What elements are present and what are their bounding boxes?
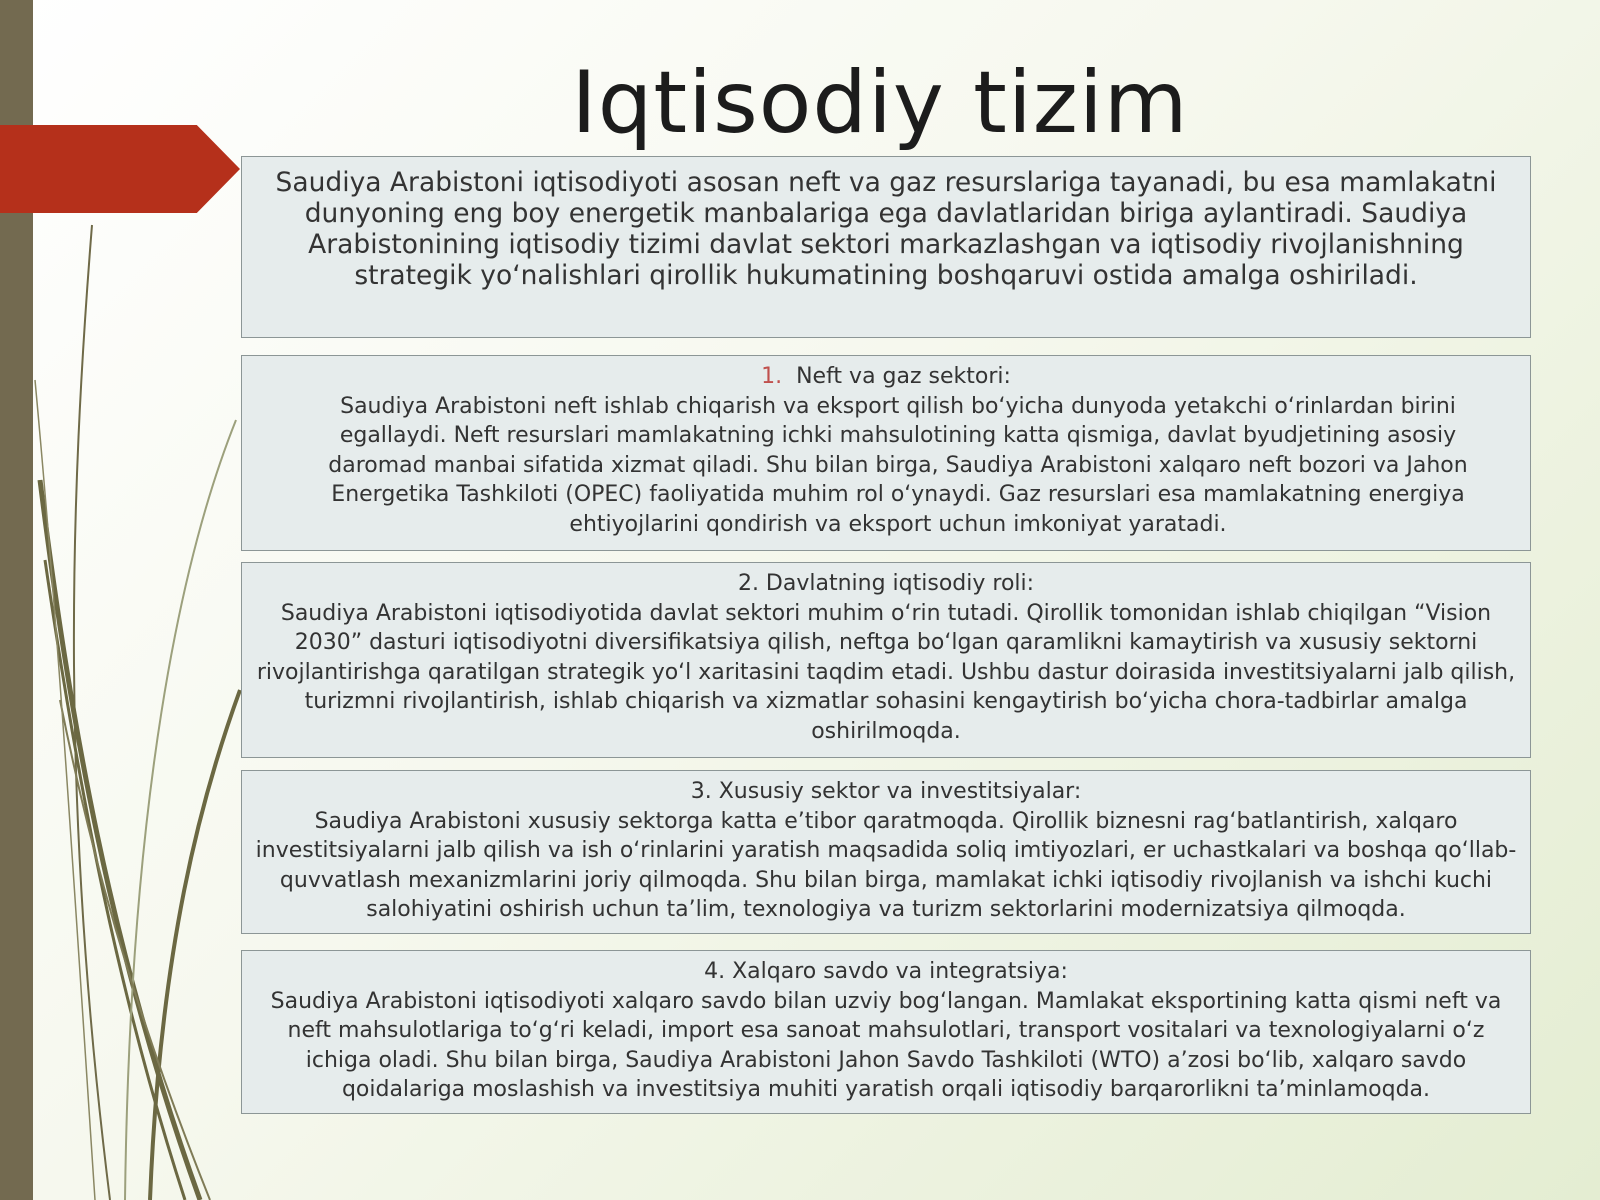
intro-box: [241, 156, 1531, 338]
red-arrow-marker: [0, 125, 240, 213]
section-heading: 3. Xususiy sektor va investitsiyalar:: [690, 779, 1082, 804]
section-body: Saudiya Arabistoni xususiy sektorga katta e’tibor qaratmoqda. Qirollik biznesni rag‘batlantirish, xalqaro investitsiyalarni jalb qilish va ish o‘rinlarini yaratish maqsadida soliq imtiyozlari, er uchastkalari va boshqa qo‘llab-quvvatlash mexanizmlarini joriy qilmoqda. Shu bilan birga, mamlakat ichki iqtisodiy rivojlanish va ishchi kuchi salohiyatini oshirish uchun ta’lim, texnologiya va turizm sektorlarini modernizatsiya qilmoqda.: [255, 808, 1517, 922]
section-body: Saudiya Arabistoni neft ishlab chiqarish va eksport qilish bo‘yicha dunyoda yetakchi o‘rinlardan birini egallaydi. Neft resurslari mamlakatning ichki mahsulotining katta qismiga, davlat byudjetining asosiy daromad manbai sifatida xizmat qiladi. Shu bilan birga, Saudiya Arabistoni xalqaro neft bozori va Jahon Energetika Tashkiloti (OPEC) faoliyatida muhim rol o‘ynaydi. Gaz resurslari esa mamlakatning energiya ehtiyojlarini qondirish va eksport uchun imkoniyat yaratadi.: [328, 393, 1468, 537]
section-box-private-sector: [241, 770, 1531, 934]
section-heading: 2. Davlatning iqtisodiy roli:: [737, 571, 1035, 596]
section-box-oil-gas: [241, 355, 1531, 551]
section-box-state-role: [241, 562, 1531, 758]
section-heading: [252, 362, 1520, 392]
slide-title: Iqtisodiy tizim: [571, 53, 1189, 153]
section-body: Saudiya Arabistoni iqtisodiyoti xalqaro savdo bilan uzviy bog‘langan. Mamlakat eksportining katta qismi neft va neft mahsulotlariga to‘g‘ri keladi, import esa sanoat mahsulotlari, transport vositalari va texnologiyalarni o‘z ichiga oladi. Shu bilan birga, Saudiya Arabistoni Jahon Savdo Tashkiloti (WTO) a’zosi bo‘lib, xalqaro savdo qoidalariga moslashish va investitsiya muhiti yaratish orqali iqtisodiy barqarorlikni ta’minlamoqda.: [270, 988, 1502, 1102]
intro-text: Saudiya Arabistoni iqtisodiyoti asosan neft va gaz resurslariga tayanadi, bu esa mamlakatni dunyoning eng boy energetik manbalariga ega davlatlaridan biriga aylantiradi. Saudiya Arabistonining iqtisodiy tizimi davlat sektori markazlashgan va iqtisodiy rivojlanishning strategik yo‘nalishlari qirollik hukumatining boshqaruvi ostida amalga oshiriladi.: [275, 167, 1497, 291]
section-number: 1.: [761, 364, 783, 389]
section-heading: 4. Xalqaro savdo va integratsiya:: [704, 959, 1068, 984]
section-box-trade: [241, 950, 1531, 1114]
section-body: Saudiya Arabistoni iqtisodiyotida davlat sektori muhim o‘rin tutadi. Qirollik tomonidan ishlab chiqilgan “Vision 2030” dasturi iqtisodiyotni diversifikatsiya qilish, neftga bo‘lgan qaramlikni kamaytirish va xususiy sektorni rivojlantirishga qaratilgan strategik yo‘l xaritasini taqdim etadi. Ushbu dastur doirasida investitsiyalarni jalb qilish, turizmni rivojlantirish, ishlab chiqarish va xizmatlar sohasini kengaytirish bo‘yicha chora-tadbirlar amalga oshirilmoqda.: [256, 600, 1516, 744]
section-heading-text: Neft va gaz sektori:: [796, 364, 1011, 389]
